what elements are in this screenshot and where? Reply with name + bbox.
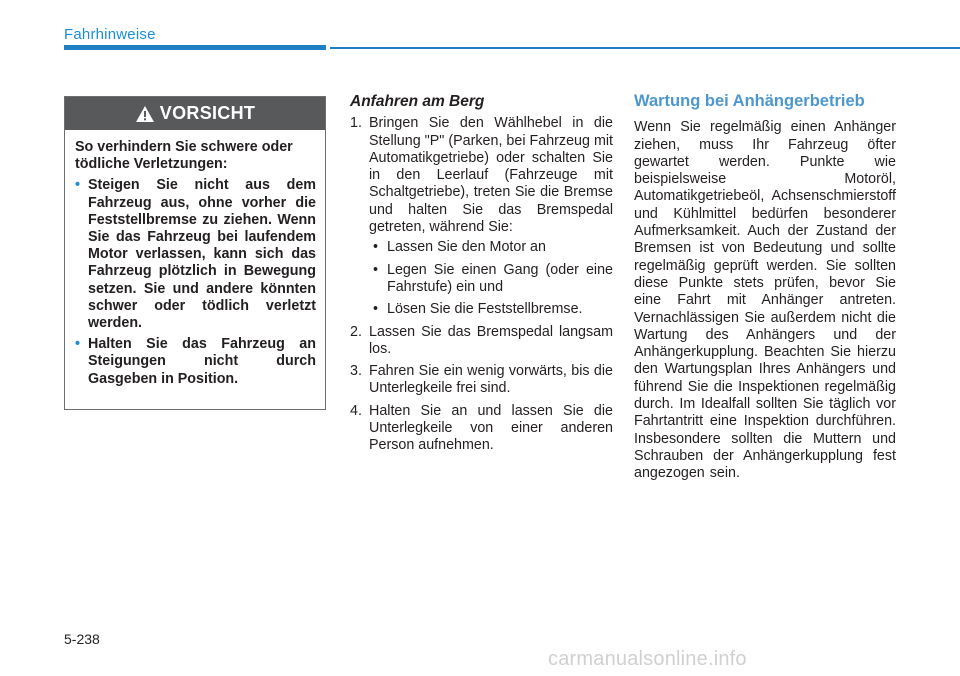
step-number: 1. [350,115,362,132]
step-text: Lassen Sie das Bremspedal langsam los. [369,323,613,357]
caution-heading: VORSICHT [159,103,256,123]
hill-start-section [350,93,613,460]
trailer-maintenance-text: Wenn Sie regelmäßig einen Anhänger ziehen, muss Ihr Fahrzeug öfter gewartet werden. Punkte wie beispielsweise Motoröl, Automatikgetriebeöl, Achsenschmierstoff und Kühlmittel bedürfen besonderer Aufmerksamkeit. Auch der Zustand der Bremsen ist von Bedeutung und sollte regelmäßig geprüft werden. Sie sollten diese Punkte stets prüfen, bevor Sie eine Fahrt mit Anhänger antreten. Vernachlässigen Sie außerdem nicht die Wartung des Anhängers und der Anhängerkupplung. Beachten Sie hierzu den Wartungsplan Ihres Anhängers und führend Sie die Inspektionen regelmäßig durch. Im Idealfall sollten Sie täglich vor Fahrtantritt eine Inspektion durchführen. Insbesondere sollten die Muttern und Schrauben der Anhängerkupplung fest angezogen sein. [634,119,896,482]
step-number: 4. [350,402,362,419]
page-number: 5-238 [64,631,100,647]
hill-start-title: Anfahren am Berg [350,93,485,110]
substep-item [373,262,613,297]
bullet-dot-icon: • [373,301,379,318]
substep-item [373,239,613,256]
trailer-maintenance-section [634,93,896,483]
step-text: Bringen Sie den Wählhebel in die Stellung "P" (Parken, bei Fahrzeug mit Automatikgetriebe) oder schalten Sie in den Leerlauf (Fahrzeuge mit Schaltgetriebe), treten Sie die Bremse und halten Sie das Bremspedal getreten, während Sie: [369,115,613,236]
bullet-dot-icon: • [75,336,81,353]
header-rule-thin [330,47,960,49]
step-item [350,115,613,318]
substep-item [373,301,613,318]
bullet-dot-icon: • [75,177,81,194]
caution-bullet [75,336,316,388]
caution-body [65,130,325,388]
step-number: 2. [350,323,362,340]
bullet-dot-icon: • [373,261,379,278]
substep-text: Lösen Sie die Feststellbremse. [387,301,583,318]
step-text: Halten Sie an und lassen Sie die Unterlegkeile von einer anderen Person aufnehmen. [369,402,613,454]
trailer-maintenance-title: Wartung bei Anhängerbetrieb [634,92,865,110]
caution-box [64,96,326,410]
caution-bullet [75,177,316,332]
caution-bullet-text: Halten Sie das Fahrzeug an Steigungen nicht durch Gasgeben in Position. [88,336,316,387]
caution-bullet-text: Steigen Sie nicht aus dem Fahrzeug aus, ohne vorher die Feststellbremse zu ziehen. Wenn Sie das Fahrzeug bei laufendem Motor verlassen, kann sich das Fahrzeug plötzlich in Bewegung setzen. Sie und andere könnten schwer oder tödlich verletzt werden. [88,177,316,332]
caution-header [65,97,325,130]
watermark: carmanualsonline.info [548,648,747,670]
caution-intro: So verhindern Sie schwere oder tödliche Verletzungen: [75,139,293,173]
bullet-dot-icon: • [373,239,379,256]
step-item [350,363,613,398]
step-item [350,324,613,359]
step-number: 3. [350,363,362,380]
warning-triangle-icon [135,105,155,123]
substep-text: Legen Sie einen Gang (oder eine Fahrstufe) ein und [387,261,613,295]
substep-text: Lassen Sie den Motor an [387,239,546,256]
step-text: Fahren Sie ein wenig vorwärts, bis die Unterlegkeile frei sind. [369,363,613,397]
header-rule-thick [64,45,326,50]
step-item [350,403,613,455]
section-title: Fahrhinweise [64,26,156,43]
